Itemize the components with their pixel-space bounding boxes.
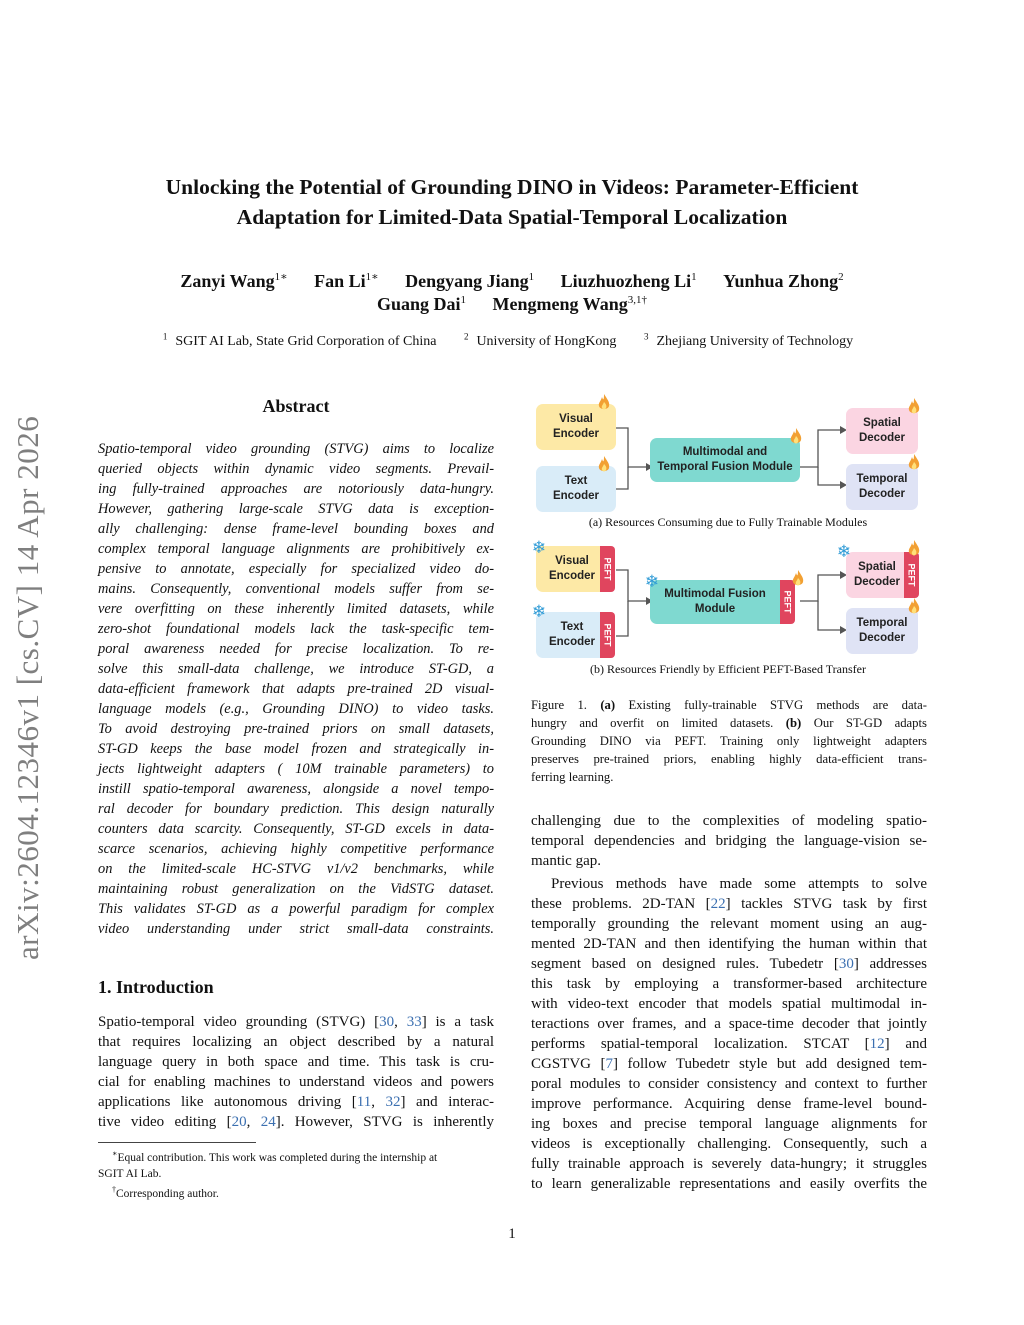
abstract-line: ral decoder for boundary prediction. This design naturally <box>98 801 494 817</box>
affiliations <box>80 331 944 350</box>
peft-tag: PEFT <box>600 546 615 592</box>
spatial-decoder-box: Spatial Decoder <box>846 408 918 454</box>
text-line: temporally grounding the relevant moment using an aug- <box>531 916 927 932</box>
snowflake-icon: ❄ <box>836 542 852 562</box>
section-heading-introduction: 1. Introduction <box>98 977 214 997</box>
text-line: teractions over frames, and a space-time decoder that jointly <box>531 1016 927 1032</box>
caption-line: ferring learning. <box>531 770 614 784</box>
abstract-line: vere overfitting on these inherently limited datasets, while <box>98 601 494 617</box>
flame-icon <box>790 428 802 446</box>
text-line: this task by employing a transformer-based architecture <box>531 976 927 992</box>
abstract-line: Spatio-temporal video grounding (STVG) aims to localize <box>98 441 494 457</box>
footnote-equal-contribution: ∗Equal contribution. This work was completed during the internship at <box>112 1149 438 1164</box>
author: Zanyi Wang$^{1∗}$ <box>180 271 288 291</box>
affiliation: $^1$ SGIT AI Lab, State Grid Corporation of China <box>162 331 437 349</box>
arxiv-identifier: arXiv:2604.12346v1 [cs.CV] 14 Apr 2026 <box>10 415 45 960</box>
fusion-module-box: Multimodal Fusion Module <box>650 580 780 624</box>
abstract-line: zero-shot foundational models lack the task-specific tem- <box>98 621 494 637</box>
connector-line <box>616 570 646 601</box>
temporal-decoder-box: Temporal Decoder <box>846 464 918 510</box>
text-encoder-box: Text Encoder <box>536 466 616 512</box>
text-line: poral modules to consider consistency and context to further <box>531 1076 927 1092</box>
author: Mengmeng Wang$^{3,1\dagger}$ <box>492 294 647 314</box>
citation-link[interactable]: 30 <box>838 956 854 972</box>
abstract-line: instill spatio-temporal awareness, alongside a novel tempo- <box>98 781 494 797</box>
citation-link[interactable]: 20 <box>231 1114 247 1130</box>
flame-icon <box>908 540 920 558</box>
text-line: that requires localizing an object described by a natural <box>98 1034 494 1050</box>
abstract-line: video understanding under strict small-data constraints. <box>98 921 494 937</box>
text-line: tive video editing [20, 24]. However, STVG is inherently <box>98 1114 495 1130</box>
text-line: performs spatial-temporal localization. STCAT [12] and <box>531 1036 927 1052</box>
text-line: language query in both space and time. This task is cru- <box>98 1054 494 1070</box>
text-line: with video-text encoder that models spatial multimodal in- <box>531 996 927 1012</box>
text-line: applications like autonomous driving [11, 32] and interac- <box>98 1094 494 1110</box>
flame-icon <box>908 398 920 416</box>
text-line: temporal dependencies and bridging the language-vision se- <box>531 833 927 849</box>
connector-line <box>616 601 628 636</box>
intro-paragraph <box>98 1012 494 1132</box>
citation-link[interactable]: 22 <box>710 896 726 912</box>
abstract-line: on the limited-scale HC-STVG v1/v2 benchmarks, while <box>98 861 494 877</box>
caption-line: Figure 1. (a) Existing fully-trainable STVG methods are data- <box>531 698 927 712</box>
flame-icon <box>908 598 920 616</box>
connector-line <box>616 428 646 467</box>
subfigure-a-caption: (a) Resources Consuming due to Fully Trainable Modules <box>588 515 868 529</box>
citation-link[interactable]: 24 <box>260 1114 276 1130</box>
text-line: to learn generalizable representations and easily overfits the <box>531 1176 927 1192</box>
author-row-2 <box>80 294 944 315</box>
author: Yunhua Zhong$^2$ <box>723 271 844 291</box>
paper-title <box>80 172 944 232</box>
connector-line <box>800 430 840 467</box>
abstract-line: solve this small-data challenge, we introduce ST-GD, a <box>98 661 494 677</box>
text-line: CGSTVG [7] follow Tubedetr style but add designed tem- <box>531 1056 927 1072</box>
text-line: mented 2D-TAN and then identifying the human within that <box>531 936 927 952</box>
connector-line <box>818 601 840 630</box>
abstract-line: data-efficient framework that adapts pre-trained 2D visual- <box>98 681 494 697</box>
author: Dengyang Jiang$^1$ <box>405 271 535 291</box>
abstract-line: pensive to annotate, especially for specialized video do- <box>98 561 494 577</box>
figure-1 <box>528 392 928 682</box>
figure-1-caption <box>531 696 927 786</box>
peft-tag: PEFT <box>780 580 795 624</box>
abstract-line: To avoid destroying pre-trained priors on small datasets, <box>98 721 494 737</box>
footnote-corresponding-author: †Corresponding author. <box>112 1184 219 1200</box>
title-line-1: Unlocking the Potential of Grounding DINO in Videos: Parameter-Efficient <box>165 175 859 199</box>
abstract-line: This validates ST-GD as a powerful paradigm for complex <box>98 901 494 917</box>
peft-tag: PEFT <box>904 552 919 598</box>
author: Liuzhuozheng Li$^1$ <box>560 271 697 291</box>
snowflake-icon: ❄ <box>644 572 660 592</box>
author: Guang Dai$^1$ <box>377 294 467 314</box>
visual-encoder-box: Visual Encoder <box>536 404 616 450</box>
abstract-line: ally challenging: dense frame-level bounding boxes and <box>98 521 494 537</box>
citation-link[interactable]: 7 <box>605 1056 614 1072</box>
abstract-line: ing fully-trained approaches are notoriously data-hungry. <box>98 481 494 497</box>
text-line: videos is exceptionally challenging. Consequently, such a <box>531 1136 927 1152</box>
abstract-line: counters data scarcity. Consequently, ST-GD excels in data- <box>98 821 494 837</box>
author: Fan $Li^{1∗}$ <box>314 271 379 291</box>
citation-link[interactable]: 32 <box>385 1094 401 1110</box>
abstract-heading: Abstract <box>262 396 330 416</box>
abstract-body <box>98 439 494 939</box>
text-line: Previous methods have made some attempts to solve <box>551 876 927 892</box>
text-line: challenging due to the complexities of modeling spatio- <box>531 813 927 829</box>
affiliation: $^2$ University of HongKong <box>463 331 617 349</box>
affiliation: $^3$ Zhejiang University of Technology <box>643 331 854 349</box>
peft-tag: PEFT <box>600 612 615 658</box>
text-line: these problems. 2D-TAN [22] tackles STVG task by first <box>531 896 927 912</box>
text-line: fully trainable approach is severely data-hungry; it struggles <box>531 1156 927 1172</box>
flame-icon <box>908 454 920 472</box>
text-line: ing boxes and precise temporal language alignments for <box>531 1116 927 1132</box>
page-number: 1 <box>508 1226 516 1242</box>
citation-link[interactable]: 12 <box>869 1036 885 1052</box>
connector-line <box>616 467 628 489</box>
abstract-line: maintaining robust generalization on the VidSTG dataset. <box>98 881 494 897</box>
footnote-continuation: SGIT AI Lab. <box>98 1167 162 1180</box>
visual-encoder-box: Visual Encoder <box>536 546 608 592</box>
citation-link[interactable]: 11 <box>356 1094 372 1110</box>
snowflake-icon: ❄ <box>531 538 547 558</box>
abstract-line: complex temporal language alignments are prohibitively ex- <box>98 541 494 557</box>
abstract-line: ST-GD keeps the base model frozen and strategically in- <box>98 741 494 757</box>
caption-line: hungry and overfit on limited datasets. (b) Our ST-GD adapts <box>531 716 927 730</box>
abstract-line: scarce scenarios, achieving highly competitive performance <box>98 841 494 857</box>
flame-icon <box>792 570 804 588</box>
fusion-module-box: Multimodal and Temporal Fusion Module <box>650 438 800 482</box>
citation-link[interactable]: 30 <box>379 1014 395 1030</box>
flame-icon <box>598 394 610 412</box>
text-line: Spatio-temporal video grounding (STVG) [30, 33] is a task <box>98 1014 494 1030</box>
abstract-line: language models (e.g., Grounding DINO) to video tasks. <box>98 701 494 717</box>
abstract-line: queried objects within dynamic video segments. Prevail- <box>98 461 494 477</box>
connector-line <box>818 467 840 485</box>
spatial-decoder-box: Spatial Decoder <box>846 552 908 598</box>
text-encoder-box: Text Encoder <box>536 612 608 658</box>
abstract-line: mains. Consequently, conventional models suffer from se- <box>98 581 494 597</box>
citation-link[interactable]: 33 <box>406 1014 422 1030</box>
footnote-rule <box>98 1142 256 1143</box>
caption-line: Grounding DINO via PEFT. Training only lightweight adapters <box>531 734 927 748</box>
text-line: improve performance. Acquiring dense frame-level bound- <box>531 1096 927 1112</box>
text-line: segment based on designed rules. Tubedetr [30] addresses <box>531 956 927 972</box>
subfigure-b-caption: (b) Resources Friendly by Efficient PEFT-Based Transfer <box>590 662 866 676</box>
flame-icon <box>598 456 610 474</box>
abstract-line: jects lightweight adapters ( 10M trainable parameters) to <box>98 761 494 777</box>
author-row-1 <box>80 270 944 292</box>
right-column-text <box>531 811 927 1194</box>
connector-line <box>800 575 840 601</box>
text-line: mantic gap. <box>531 853 601 869</box>
text-line: cial for enabling machines to understand videos and powers <box>98 1074 494 1090</box>
temporal-decoder-box: Temporal Decoder <box>846 608 918 654</box>
title-line-2: Adaptation for Limited-Data Spatial-Temporal Localization <box>236 205 788 229</box>
caption-line: preserves pre-trained priors, enabling highly data-efficient trans- <box>531 752 927 766</box>
snowflake-icon: ❄ <box>531 602 547 622</box>
footnotes <box>98 1146 498 1202</box>
abstract-line: poral awareness needed for precise localization. To re- <box>98 641 494 657</box>
abstract-line: However, gathering large-scale STVG data is exception- <box>98 501 494 517</box>
